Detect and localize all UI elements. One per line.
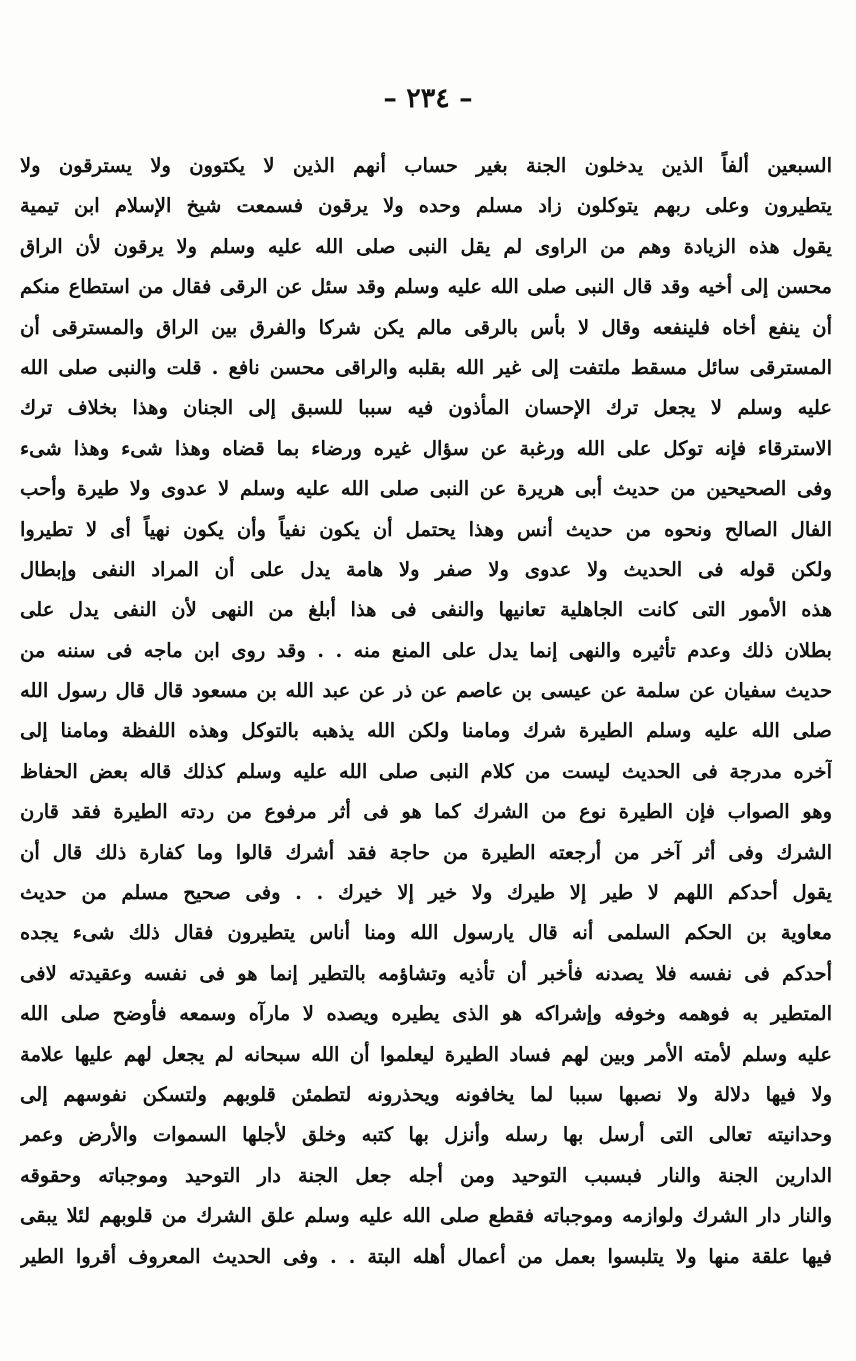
- text-line: عليه وسلم لا يجعل ترك الإحسان المأذون فيه سببا للسبق إلى الجنان وهذا بخلاف ترك: [20, 396, 832, 420]
- text-line: معاوية بن الحكم السلمى أنه قال يارسول الله ومنا أناس يتطيرون فقال ذلك شىء يجده: [20, 921, 832, 945]
- text-line: عليه وسلم لأمته الأمر وبين لهم فساد الطيرة ليعلموا أن الله سبحانه لم يجعل لهم عليها علامة: [20, 1042, 832, 1066]
- text-line: والنار دار الشرك ولوازمه وموجباته فقطع صلى الله عليه وسلم علق الشرك من قلوبهم لئلا يبقى: [20, 1204, 832, 1228]
- text-line: المتطير به فوهمه وخوفه وإشراكه هو الذى يطيره ويصده لا مارآه وسمعه فأوضح صلى الله: [20, 1002, 832, 1026]
- text-line: آخره مدرجة فى الحديث ليست من كلام النبى صلى الله عليه وسلم كذلك قاله بعض الحفاظ: [20, 759, 832, 783]
- text-line: الاسترقاء فإنه توكل على الله ورغبة عن سؤال غيره ورضاء بما قضاه وهذا شىء وهذا شىء: [20, 436, 832, 460]
- text-line: بطلان ذلك وعدم تأثيره والنهى إنما يدل على المنع منه . . وقد روى ابن ماجه فى سننه من: [20, 638, 832, 662]
- text-line: ولا فيها دلالة ولا نصبها سببا لما يخافونه ويحذرونه لتطمئن قلوبهم ولتسكن نفوسهم إلى: [20, 1082, 832, 1106]
- text-line: المسترقى سائل مسقط ملتفت إلى غير الله بقلبه والراقى محسن نافع . قلت والنبى صلى الله: [20, 355, 832, 379]
- page-number: – ٢٣٤ –: [383, 83, 473, 114]
- text-line: ولكن قوله فى الحديث ولا عدوى ولا صفر ولا هامة يدل على أن المراد النفى وإبطال: [20, 557, 832, 581]
- text-line: الفال الصالح ونحوه من حديث أنس وهذا يحتمل أن يكون نفياً وأن يكون نهياً أى لا تطيروا: [20, 517, 832, 541]
- text-line: وهو الصواب فإن الطيرة نوع من الشرك كما هو فى أثر مرفوع من ردته الطيرة فقد قارن: [20, 800, 832, 824]
- body-text: [20, 146, 832, 1277]
- text-line: وفى الصحيحين من حديث أبى هريرة عن النبى صلى الله عليه وسلم لا عدوى ولا طيرة وأحب: [20, 477, 832, 501]
- text-line: الدارين الجنة والنار فبسبب التوحيد ومن أجله جعل الجنة دار التوحيد وموجباته وحقوقه: [20, 1163, 832, 1187]
- text-line: فيها علقة منها ولا يتلبسوا بعمل من أعمال أهله البتة . . وفى الحديث المعروف أقروا الطير: [20, 1244, 832, 1268]
- text-line: أن ينفع أخاه فلينفعه وقال لا بأس بالرقى مالم يكن شركا والفرق بين الراق والمسترقى أن: [20, 315, 832, 339]
- text-line: هذه الأمور التى كانت الجاهلية تعانيها والنفى فى هذا أبلغ من النهى لأن النفى يدل على: [20, 598, 832, 622]
- text-line: يقول هذه الزيادة وهم من الراوى لم يقل النبى صلى الله عليه وسلم ولا يرقون لأن الراق: [20, 234, 832, 258]
- text-line: السبعين ألفاً الذين يدخلون الجنة بغير حساب أنهم الذين لا يكتوون ولا يسترقون ولا: [20, 154, 832, 177]
- text-line: أحدكم فى نفسه فلا يصدنه فأخبر أن تأذيه وتشاؤمه بالتطير إنما هو فى نفسه وعقيدته لافى: [20, 961, 832, 985]
- text-line: صلى الله عليه وسلم الطيرة شرك ومامنا ولكن الله يذهبه بالتوكل وهذه اللفظة ومامنا إلى: [20, 719, 832, 743]
- text-line: حديث سفيان عن سلمة عن عيسى بن عاصم عن ذر عن عبد الله بن مسعود قال قال رسول الله: [20, 679, 832, 703]
- text-line: وحدانيته تعالى التى أرسل بها رسله وأنزل بها كتبه وخلق لأجلها السموات والأرض وعمر: [20, 1123, 832, 1147]
- text-line: يقول أحدكم اللهم لا طير إلا طيرك ولا خير إلا خيرك . . وفى صحيح مسلم من حديث: [20, 881, 832, 905]
- text-line: الشرك وفى أثر آخر من أرجعته الطيرة من حاجة فقد أشرك قالوا وما كفارة ذلك قال أن: [20, 840, 832, 864]
- text-line: يتطيرون وعلى ربهم يتوكلون زاد مسلم وحده ولا يرقون فسمعت شيخ الإسلام ابن تيمية: [20, 194, 832, 218]
- text-line: محسن إلى أخيه وقد قال النبى صلى الله عليه وسلم وقد سئل عن الرقى فقال من استطاع منكم: [20, 275, 832, 299]
